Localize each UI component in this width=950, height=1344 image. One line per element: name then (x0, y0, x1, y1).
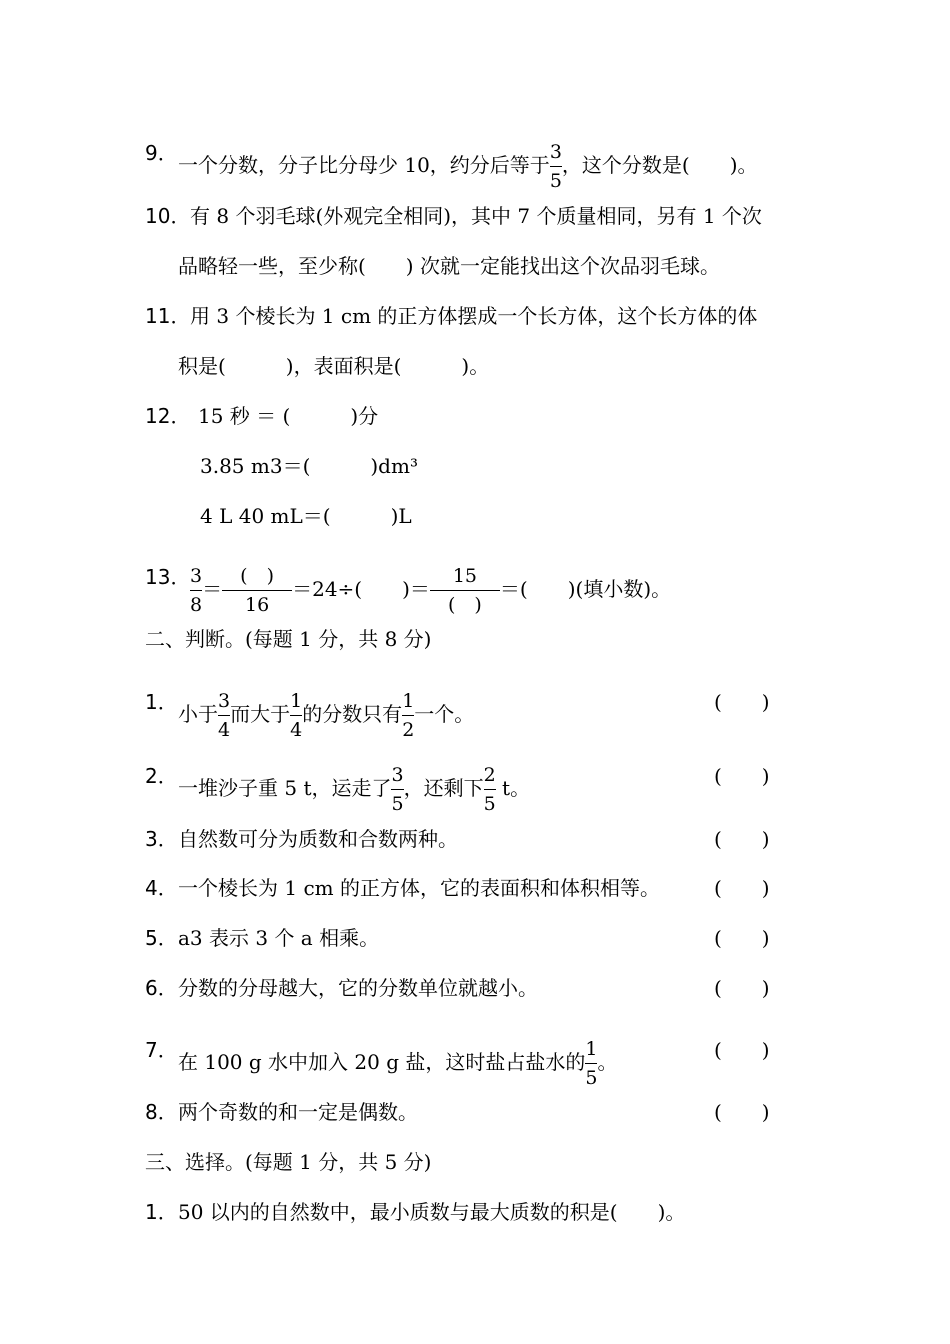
answer-paren[interactable]: ( ) (714, 976, 770, 1000)
question-number: 1． (145, 1200, 178, 1224)
fraction: $\frac{( )}{16}$ (222, 564, 292, 617)
question-number: 10． (145, 204, 191, 228)
fraction: $\frac{2}{5}$ (483, 764, 496, 815)
question-text: 一个棱长为 1 cm 的正方体，它的表面积和体积相等。 (178, 876, 660, 900)
question-number: 13． (145, 565, 191, 589)
conversion-3: 4 L 40 mL＝( )L (200, 504, 412, 528)
answer-paren[interactable]: ( ) (714, 876, 770, 900)
fraction: $\frac{1}{2}$ (402, 690, 415, 741)
fraction: $\frac{3}{5}$ (391, 764, 404, 815)
fraction: $\frac{3}{8}$ (190, 565, 203, 616)
question-number: 5． (145, 926, 178, 950)
fraction: $\frac{1}{4}$ (290, 690, 303, 741)
fraction: $\frac{1}{5}$ (585, 1038, 598, 1089)
conversion-2: 3.85 m3＝( )dm³ (200, 454, 418, 478)
question-number: 9． (145, 141, 178, 165)
answer-paren[interactable]: ( ) (714, 1100, 770, 1124)
question-number: 8． (145, 1100, 178, 1124)
answer-paren[interactable]: ( ) (714, 827, 770, 851)
question-text: 一个分数，分子比分母少 10，约分后等于 $\frac{3}{5}$ ，这个分数是( )。 (178, 141, 758, 192)
question-text: 50 以内的自然数中，最小质数与最大质数的积是( )。 (178, 1200, 686, 1224)
question-text: 小于 $\frac{3}{4}$ 而大于 $\frac{1}{4}$ 的分数只有 $\frac{1}{2}$ 一个。 (178, 690, 475, 741)
answer-paren[interactable]: ( ) (714, 764, 770, 788)
question-text: $\frac{3}{8}$ ＝ $\frac{( )}{16}$ ＝24÷( )＝ $\frac{15}{( )}$ ＝( )(填小数)。 (190, 565, 672, 616)
conversion-1: 15 秒 ＝ ( )分 (198, 404, 379, 428)
question-text: 一堆沙子重 5 t，运走了 $\frac{3}{5}$ ，还剩下 $\frac{2}{5}$ t。 (178, 764, 531, 815)
question-text: 有 8 个羽毛球(外观完全相同)，其中 7 个质量相同，另有 1 个次 (190, 204, 762, 228)
question-text: 分数的分母越大，它的分数单位就越小。 (178, 976, 538, 1000)
question-text: 在 100 g 水中加入 20 g 盐，这时盐占盐水的 $\frac{1}{5}$ 。 (178, 1038, 618, 1089)
question-number: 3． (145, 827, 178, 851)
question-number: 12． (145, 404, 191, 428)
question-number: 11． (145, 304, 191, 328)
question-text: 品略轻一些，至少称( ) 次就一定能找出这个次品羽毛球。 (178, 254, 720, 278)
fraction: $\frac{3}{5}$ (549, 141, 562, 192)
fraction: $\frac{3}{4}$ (218, 690, 231, 741)
answer-paren[interactable]: ( ) (714, 690, 770, 714)
question-number: 4． (145, 876, 178, 900)
question-number: 6． (145, 976, 178, 1000)
question-text: a3 表示 3 个 a 相乘。 (178, 926, 380, 950)
question-text: 积是( )，表面积是( )。 (178, 354, 490, 378)
question-number: 2． (145, 764, 178, 788)
answer-paren[interactable]: ( ) (714, 926, 770, 950)
answer-paren[interactable]: ( ) (714, 1038, 770, 1062)
question-text: 自然数可分为质数和合数两种。 (178, 827, 458, 851)
question-text: 用 3 个棱长为 1 cm 的正方体摆成一个长方体，这个长方体的体 (190, 304, 758, 328)
question-number: 1． (145, 690, 178, 714)
fraction: $\frac{15}{( )}$ (430, 564, 500, 617)
question-text: 两个奇数的和一定是偶数。 (178, 1100, 418, 1124)
question-number: 7． (145, 1038, 178, 1062)
